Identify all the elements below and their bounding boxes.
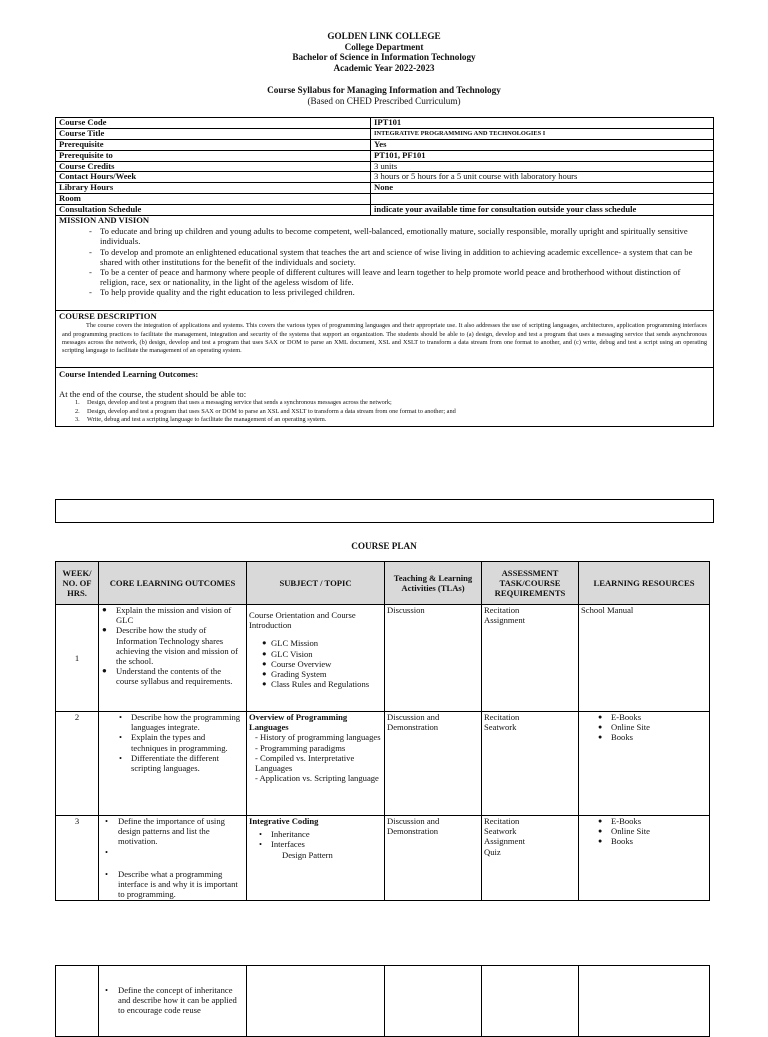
outcomes-list bbox=[56, 399, 713, 424]
info-row bbox=[56, 161, 714, 172]
topic-item: - Compiled vs. Interpretative Languages bbox=[255, 752, 355, 774]
info-row bbox=[56, 183, 714, 194]
topic-item: • Inheritance bbox=[249, 829, 382, 839]
description-text: The course covers the integration of applications and systems. This covers the various types of programming languages and their appropriate use. It also addresses the use of scripting languages, architectures, application programming interfaces and programming practices to facilitate the management, integration and security of the systems that support an organization. The students should be able to (a) design, develop and test a program that uses a messaging service that sends asynchronous messages across the network, (b) design, develop and test a program that uses SAX or DOM to parse an XML document, XSL and XSLT to transform a data stream from one format to another, and (c) write, debug and test a script using an operating scripting language to facilitate the management of an operating system. bbox=[62, 322, 707, 355]
topic-cell bbox=[247, 605, 385, 712]
outcomes-cell bbox=[99, 605, 247, 712]
info-value: indicate your available time for consultation outside your class schedule bbox=[371, 205, 714, 216]
col-header-resources: LEARNING RESOURCES bbox=[579, 562, 710, 605]
resource-item: ● Books bbox=[581, 836, 707, 846]
outcomes-title-text: Course Intended Learning Outcomes bbox=[59, 369, 196, 379]
info-key: Prerequisite to bbox=[56, 150, 371, 161]
outcome-item: 1. Design, develop and test a program that uses a messaging service that sends a synchronous messages across the network; bbox=[75, 399, 392, 407]
mission-item: - To educate and bring up children and young adults to become competent, well-balanced, emotionally mature, socially responsible, morally upright and spiritually sensitive individuals. bbox=[89, 226, 688, 247]
syllabus-title: Course Syllabus for Managing Information and Technology bbox=[267, 85, 501, 95]
resources-cell bbox=[579, 712, 710, 816]
topic-item: ● Course Overview bbox=[249, 659, 382, 669]
outcomes-cell bbox=[99, 966, 247, 1037]
outcome-item: • Define the importance of using design patterns and list the motivation. bbox=[101, 816, 244, 847]
week-cell bbox=[56, 966, 99, 1037]
tla-cell: Discussion and Demonstration bbox=[385, 816, 482, 901]
info-row bbox=[56, 150, 714, 161]
info-row bbox=[56, 139, 714, 150]
outcome-item: • Describe what a programming interface is and why it is important to programming. bbox=[101, 869, 244, 900]
outcomes-list bbox=[101, 605, 244, 687]
table-row bbox=[56, 605, 710, 712]
col-header-week: WEEK/ NO. OF HRS. bbox=[56, 562, 99, 605]
outcomes-intro: At the end of the course, the student should be able to: bbox=[59, 389, 247, 400]
mission-item: - To help provide quality and the right education to less privileged children. bbox=[89, 287, 355, 298]
plan-header-row bbox=[56, 562, 710, 605]
outcome-item: 2. Design, develop and test a program that uses SAX or DOM to parse an XSL and XSLT to transform a data stream from one format to another; and bbox=[75, 407, 456, 415]
info-key: Room bbox=[56, 194, 371, 205]
resource-item: ● Online Site bbox=[581, 722, 707, 732]
assessment-item: Seatwork bbox=[484, 722, 517, 733]
assessment-item: Assignment bbox=[484, 615, 526, 626]
course-description-section bbox=[55, 311, 714, 368]
resource-item: ● Books bbox=[581, 732, 707, 742]
topic-title: Integrative Coding bbox=[249, 816, 319, 826]
col-header-topic: SUBJECT / TOPIC bbox=[247, 562, 385, 605]
table-row bbox=[56, 816, 710, 901]
course-plan-title: COURSE PLAN bbox=[351, 541, 417, 551]
topic-item: ● Class Rules and Regulations bbox=[249, 679, 382, 689]
outcome-item: ● Explain the mission and vision of GLC bbox=[101, 605, 244, 625]
resources-cell bbox=[579, 605, 710, 712]
assessment-cell bbox=[482, 605, 579, 712]
syllabus-heading bbox=[0, 85, 768, 106]
assessment-item: Recitation bbox=[484, 605, 520, 615]
topic-item: - Application vs. Scripting language bbox=[255, 773, 379, 784]
info-key: Library Hours bbox=[56, 183, 371, 194]
assessment-cell bbox=[482, 816, 579, 901]
tla-cell: Discussion and Demonstration bbox=[385, 712, 482, 816]
assessment-item: Assignment bbox=[484, 836, 526, 847]
assessment-item: Seatwork bbox=[484, 826, 517, 837]
mission-item-text: To help provide quality and the right education to less privileged children. bbox=[100, 287, 355, 298]
week-cell: 3 bbox=[56, 816, 99, 901]
topic-item: ● Grading System bbox=[249, 669, 382, 679]
course-info-table bbox=[55, 117, 714, 216]
document-header bbox=[0, 31, 768, 73]
info-value: IPT101 bbox=[371, 118, 714, 129]
description-title: COURSE DESCRIPTION bbox=[59, 311, 157, 321]
outcome-item: • Differentiate the different scripting languages. bbox=[101, 753, 244, 773]
resource-item: ● E-Books bbox=[581, 712, 707, 722]
col-header-outcomes: CORE LEARNING OUTCOMES bbox=[99, 562, 247, 605]
info-value: PT101, PF101 bbox=[371, 150, 714, 161]
outcomes-list bbox=[101, 816, 244, 899]
info-row bbox=[56, 194, 714, 205]
info-row bbox=[56, 172, 714, 183]
topic-item: ● GLC Mission bbox=[249, 638, 382, 648]
topic-item: • Interfaces bbox=[249, 839, 382, 849]
outcome-item: ● Describe how the study of Information Technology shares achieving the vision and mission of the school. bbox=[101, 625, 244, 666]
assessment-item: Quiz bbox=[484, 846, 501, 857]
course-plan-table bbox=[55, 561, 710, 901]
outcome-item: • Define the concept of inheritance and describe how it can be applied to encourage code reuse bbox=[101, 985, 244, 1016]
outcome-text: Write, debug and test a scripting language to facilitate the management of an operating system. bbox=[87, 415, 327, 423]
department-name: College Department bbox=[344, 41, 424, 52]
resources-list bbox=[581, 816, 707, 847]
week-cell: 2 bbox=[56, 712, 99, 816]
tla-cell: Discussion bbox=[385, 605, 482, 712]
college-name: GOLDEN LINK COLLEGE bbox=[327, 31, 441, 41]
outcome-item: 3. Write, debug and test a scripting language to facilitate the management of an operating system. bbox=[75, 415, 327, 423]
topic-item: - History of programming languages bbox=[255, 732, 381, 743]
assessment-cell bbox=[482, 966, 579, 1037]
empty-box bbox=[55, 499, 714, 523]
topic-cell bbox=[247, 712, 385, 816]
topic-title: Overview of Programming Languages bbox=[249, 712, 348, 733]
program-name: Bachelor of Science in Information Technology bbox=[292, 52, 476, 62]
info-key: Course Credits bbox=[56, 161, 371, 172]
resource-item: ● Online Site bbox=[581, 826, 707, 836]
info-key: Consultation Schedule bbox=[56, 205, 371, 216]
table-row bbox=[56, 712, 710, 816]
info-value bbox=[371, 194, 714, 205]
mission-item: - To develop and promote an enlightened educational system that teaches the art and science of wise living in addition to achieving academic excellence- a system that can be shared with other institutions for the benefit of the individuals and society. bbox=[89, 246, 693, 267]
outcome-text: Design, develop and test a program that uses a messaging service that sends a synchronous messages across the network; bbox=[87, 399, 392, 407]
mission-title: MISSION AND VISION bbox=[59, 215, 150, 225]
mission-item: - To be a center of peace and harmony where people of different cultures will leave and learn together to help promote world peace and brotherhood without distinction of religion, race, sex or nationality, in the light of the ageless wisdom of life. bbox=[89, 267, 681, 288]
week-cell: 1 bbox=[56, 605, 99, 712]
topic-item: ● GLC Vision bbox=[249, 649, 382, 659]
info-key: Course Title bbox=[56, 128, 371, 139]
outcomes-list bbox=[101, 985, 244, 1016]
mission-item-text: To educate and bring up children and young adults to become competent, well-balanced, emotionally mature, socially responsible, morally upright and spiritually sensitive individuals. bbox=[100, 226, 688, 247]
mission-item-text: To be a center of peace and harmony where people of different cultures will leave and learn together to help promote world peace and brotherhood without distinction of religion, race, sex or nationality, in the light of the ageless wisdom of life. bbox=[100, 267, 681, 288]
outcomes-title: Course Intended Learning Outcomes: bbox=[59, 369, 199, 379]
info-value: 3 units bbox=[371, 161, 714, 172]
topic-item: - Programming paradigms bbox=[255, 742, 346, 753]
table-row bbox=[56, 966, 710, 1037]
resources-list bbox=[581, 712, 707, 743]
topic-cell bbox=[247, 816, 385, 901]
resource-item: ● E-Books bbox=[581, 816, 707, 826]
topic-list bbox=[249, 638, 382, 689]
assessment-cell bbox=[482, 712, 579, 816]
tla-cell bbox=[385, 966, 482, 1037]
info-key: Prerequisite bbox=[56, 139, 371, 150]
outcomes-cell bbox=[99, 712, 247, 816]
info-value: INTEGRATIVE PROGRAMMING AND TECHNOLOGIES I bbox=[371, 128, 714, 139]
topic-item: Design Pattern bbox=[282, 849, 333, 860]
outcome-text: Design, develop and test a program that uses SAX or DOM to parse an XSL and XSLT to transform a data stream from one format to another; and bbox=[87, 407, 456, 415]
outcome-item: ● Understand the contents of the course syllabus and requirements. bbox=[101, 666, 244, 686]
info-value: 3 hours or 5 hours for a 5 unit course with laboratory hours bbox=[371, 172, 714, 183]
outcome-item: • Explain the types and techniques in programming. bbox=[101, 732, 244, 752]
topic-list bbox=[249, 829, 382, 849]
col-header-tla: Teaching & Learning Activities (TLAs) bbox=[385, 562, 482, 605]
resources-cell bbox=[579, 966, 710, 1037]
resource-item: School Manual bbox=[581, 605, 634, 615]
topic-title: Course Orientation and Course Introduction bbox=[249, 610, 356, 631]
spacer bbox=[101, 847, 244, 869]
outcome-item: • Describe how the programming languages integrate. bbox=[101, 712, 244, 732]
info-value: None bbox=[371, 183, 714, 194]
resources-cell bbox=[579, 816, 710, 901]
outcomes-list bbox=[101, 712, 244, 773]
info-row bbox=[56, 118, 714, 129]
mission-vision-section bbox=[55, 215, 714, 311]
topic-cell bbox=[247, 966, 385, 1037]
academic-year: Academic Year 2022-2023 bbox=[333, 62, 435, 73]
learning-outcomes-section bbox=[55, 368, 714, 427]
outcomes-cell bbox=[99, 816, 247, 901]
info-row bbox=[56, 128, 714, 139]
info-key: Course Code bbox=[56, 118, 371, 129]
assessment-item: Recitation bbox=[484, 712, 520, 722]
syllabus-note: (Based on CHED Prescribed Curriculum) bbox=[307, 95, 461, 106]
course-plan-continued-table bbox=[55, 965, 710, 1037]
info-row bbox=[56, 205, 714, 216]
mission-list bbox=[56, 226, 713, 297]
assessment-item: Recitation bbox=[484, 816, 520, 826]
info-key: Contact Hours/Week bbox=[56, 172, 371, 183]
info-value: Yes bbox=[371, 139, 714, 150]
col-header-assessment: ASSESSMENT TASK/COURSE REQUIREMENTS bbox=[482, 562, 579, 605]
mission-item-text: To develop and promote an enlightened educational system that teaches the art and science of wise living in addition to achieving academic excellence- a system that can be shared with other institutions for the benefit of the individuals and society. bbox=[100, 246, 693, 267]
